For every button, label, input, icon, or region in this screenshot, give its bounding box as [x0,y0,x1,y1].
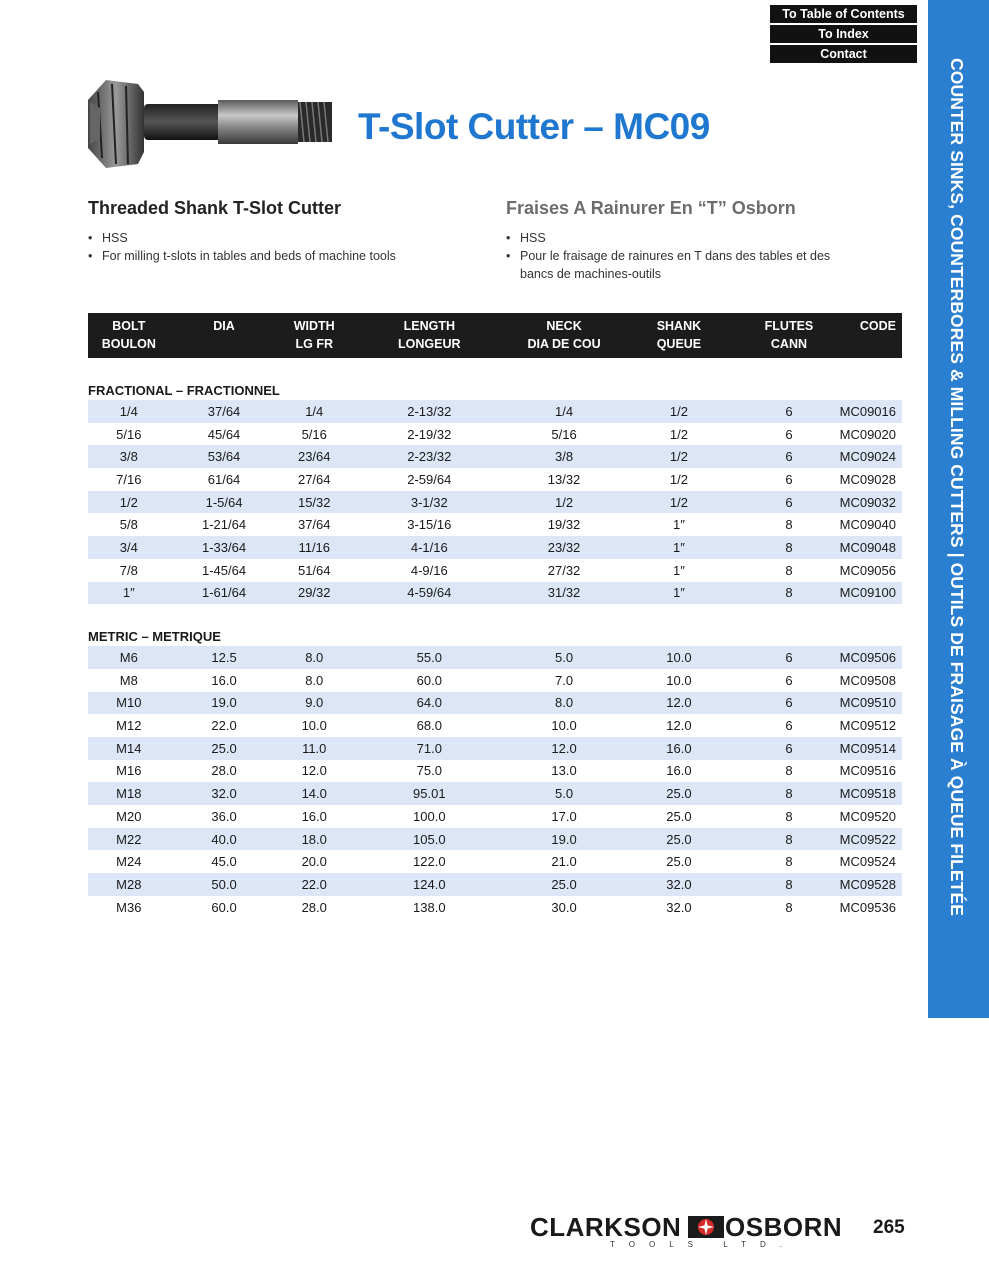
table-cell: 25.0 [619,828,738,851]
table-row [88,714,902,737]
header-code: CODE [840,313,902,335]
header-width: WIDTH [278,313,350,335]
table-cell: 22.0 [211,718,237,734]
table-row [88,468,902,491]
table-cell: MC09516 [839,763,896,779]
table-cell: 5.0 [509,646,620,669]
table-cell: MC09028 [839,471,896,487]
table-cell: 12.0 [666,718,692,734]
contact-link[interactable]: Contact [770,45,917,63]
table-cell: 25.0 [666,854,692,870]
page-number: 265 [873,1217,905,1238]
table-cell: 10.0 [551,718,577,734]
table-cell: 11/16 [278,536,350,559]
table-row [88,805,902,828]
side-section-title: COUNTER SINKS, COUNTERBORES & MILLING CUTTERS | OUTILS DE FRAISAGE À QUEUE FILETÉE [947,58,967,916]
table-cell: 8 [785,854,793,870]
table-cell: 7/16 [116,471,142,487]
table-cell: 2-13/32 [350,400,509,423]
table-cell: 25.0 [666,808,692,824]
table-cell: 10.0 [666,672,692,688]
header-flutes: FLUTES [738,313,839,335]
logo-osborn: OSBORN [725,1212,843,1242]
table-cell: 5.0 [509,782,620,805]
table-cell: 3/8 [509,445,620,468]
table-cell: 12.0 [509,737,620,760]
table-cell: 5/16 [301,426,327,442]
table-cell: 50.0 [170,873,279,896]
table-cell: 37/64 [297,517,331,533]
table-cell: 16.0 [301,808,327,824]
table-cell: 6 [738,646,839,669]
english-bullet: • HSS [88,229,488,247]
table-cell: MC09522 [840,828,902,851]
table-cell: 8 [738,536,839,559]
french-bullet: • HSS [506,229,851,247]
table-cell: 105.0 [350,828,509,851]
table-cell: 16.0 [666,763,692,779]
table-cell: 51/64 [297,562,331,578]
table-cell: M14 [88,737,170,760]
table-cell: 27/64 [297,471,331,487]
header-blank [840,335,902,358]
table-cell: 1/2 [669,471,688,487]
table-cell: 32.0 [170,782,279,805]
table-cell: M24 [116,854,142,870]
clarkson-osborn-logo [530,1212,850,1252]
table-cell: 6 [785,672,793,688]
table-cell: 1″ [619,536,738,559]
header-dia-de-cou: DIA DE COU [509,335,620,358]
metric-section-label: METRIC – METRIQUE [88,629,221,645]
table-cell: 13/32 [547,471,581,487]
table-cell: 37/64 [170,400,279,423]
table-row [88,536,902,559]
table-cell: 6 [738,491,839,514]
french-bullet: • Pour le fraisage de rainures en T dans des tables et des bancs de machines-outils [506,247,851,283]
spacer-row [88,358,902,372]
table-cell: M10 [88,692,170,715]
table-cell: 138.0 [413,899,446,915]
table-cell: 64.0 [350,692,509,715]
table-cell: 60.0 [211,899,237,915]
table-cell: 61/64 [207,471,241,487]
table-row [88,692,902,715]
table-cell: 6 [785,426,793,442]
header-row-fr [88,335,902,358]
table-cell: 19.0 [170,692,279,715]
table-cell: 1/2 [619,400,738,423]
french-description [506,198,906,283]
table-cell: 4-1/16 [350,536,509,559]
table-cell: 12.0 [301,763,327,779]
table-cell: M6 [88,646,170,669]
spacer-row [88,604,902,618]
table-cell: MC09536 [839,899,896,915]
header-blank [170,335,279,358]
table-cell: 1-21/64 [201,517,247,533]
spec-table-body [88,358,902,918]
table-cell: M28 [88,873,170,896]
english-heading: Threaded Shank T-Slot Cutter [88,198,342,218]
table-cell: 2-19/32 [407,426,452,442]
table-cell: MC09528 [840,873,902,896]
table-cell: M8 [119,672,138,688]
table-cell: 1-61/64 [170,582,279,605]
header-shank: SHANK [619,313,738,335]
table-cell: 16.0 [211,672,237,688]
table-cell: 45/64 [207,426,241,442]
t-slot-cutter-image [78,78,340,170]
table-cell: 23/32 [509,536,620,559]
table-row [88,582,902,605]
table-cell: 1″ [88,582,170,605]
table-cell: 36.0 [211,808,237,824]
table-cell: 4-9/16 [410,562,448,578]
table-cell: 1/2 [619,445,738,468]
table-of-contents-link[interactable]: To Table of Contents [770,5,917,23]
spec-table [88,313,902,918]
table-cell: 16.0 [619,737,738,760]
table-cell: 19.0 [509,828,620,851]
table-cell: MC09100 [840,582,902,605]
table-cell: 13.0 [551,763,577,779]
table-cell: 1/4 [278,400,350,423]
table-cell: 1-45/64 [201,562,247,578]
table-cell: 27/32 [547,562,581,578]
header-longeur: LONGEUR [350,335,509,358]
table-cell: 15/32 [278,491,350,514]
table-cell: 68.0 [416,718,442,734]
table-cell: 31/32 [509,582,620,605]
table-cell: 12.0 [619,692,738,715]
table-cell: 32.0 [666,899,692,915]
table-cell: 3/8 [88,445,170,468]
table-row [88,850,902,873]
table-row [88,445,902,468]
table-cell: 32.0 [619,873,738,896]
table-row [88,400,902,423]
table-cell: 55.0 [350,646,509,669]
table-cell: 1/2 [669,426,688,442]
table-cell: 53/64 [170,445,279,468]
table-row [88,828,902,851]
table-cell: 1-33/64 [170,536,279,559]
table-cell: 8 [785,517,793,533]
table-cell: 5/16 [116,426,142,442]
french-heading: Fraises A Rainurer En “T” Osborn [506,198,796,218]
table-cell: 8 [785,562,793,578]
section-row [88,372,902,400]
nav-links [770,5,917,65]
header-neck: NECK [509,313,620,335]
header-boulon: BOULON [88,335,170,358]
table-cell: 8 [738,782,839,805]
index-link[interactable]: To Index [770,25,917,43]
table-cell: 21.0 [551,854,577,870]
table-row [88,491,902,514]
table-cell: 6 [785,471,793,487]
table-cell: MC09032 [840,491,902,514]
table-cell: 5/8 [119,517,138,533]
table-cell: 8.0 [509,692,620,715]
table-cell: 122.0 [413,854,446,870]
table-cell: 71.0 [350,737,509,760]
table-row [88,896,902,919]
table-row [88,760,902,783]
table-cell: 100.0 [413,808,446,824]
table-cell: 1″ [619,582,738,605]
table-cell: 1″ [672,517,685,533]
table-row [88,646,902,669]
table-cell: 25.0 [619,782,738,805]
table-cell: 124.0 [350,873,509,896]
table-cell: MC09024 [840,445,902,468]
table-cell: MC09514 [840,737,902,760]
table-cell: 6 [738,737,839,760]
table-cell: 8 [738,582,839,605]
table-cell: 28.0 [211,763,237,779]
table-cell: M16 [116,763,142,779]
table-cell: 20.0 [301,854,327,870]
table-cell: MC09518 [840,782,902,805]
header-row-en [88,313,902,335]
table-cell: 22.0 [278,873,350,896]
table-cell: 7.0 [554,672,574,688]
header-bolt: BOLT [88,313,170,335]
english-bullet: • For milling t-slots in tables and beds of machine tools [88,247,488,265]
table-cell: 6 [785,718,793,734]
table-cell: 19/32 [547,517,581,533]
table-cell: 25.0 [509,873,620,896]
table-cell: 28.0 [301,899,327,915]
fractional-section-label: FRACTIONAL – FRACTIONNEL [88,383,280,398]
table-cell: 10.0 [301,718,327,734]
table-row [88,669,902,692]
table-cell: 29/32 [278,582,350,605]
french-bullets [506,229,851,283]
table-cell: MC09048 [840,536,902,559]
table-cell: 7/8 [119,562,138,578]
table-cell: 8 [785,763,793,779]
page-title: T-Slot Cutter – MC09 [358,106,710,147]
table-cell: 18.0 [278,828,350,851]
table-cell: 95.01 [350,782,509,805]
table-cell: 2-59/64 [407,471,452,487]
table-cell: 12.5 [170,646,279,669]
table-cell: 40.0 [170,828,279,851]
table-cell: 6 [738,692,839,715]
table-cell: 1″ [672,562,685,578]
table-cell: 11.0 [278,737,350,760]
table-cell: 6 [738,445,839,468]
header-cann: CANN [738,335,839,358]
table-cell: 9.0 [278,692,350,715]
table-cell: MC09524 [839,854,896,870]
table-row [88,737,902,760]
table-cell: 1/2 [619,491,738,514]
table-cell: 2-23/32 [350,445,509,468]
table-cell: MC09040 [839,517,896,533]
table-row [88,782,902,805]
table-cell: 17.0 [551,808,577,824]
table-row [88,873,902,896]
table-cell: M36 [116,899,142,915]
table-cell: M22 [88,828,170,851]
section-row [88,618,902,646]
header-dia: DIA [170,313,279,335]
table-row [88,423,902,446]
english-description [88,198,488,265]
table-cell: 75.0 [416,763,442,779]
table-cell: M12 [116,718,142,734]
table-cell: 60.0 [416,672,442,688]
table-cell: 10.0 [619,646,738,669]
table-cell: 3-1/32 [350,491,509,514]
table-cell: MC09506 [840,646,902,669]
table-cell: 1/4 [509,400,620,423]
table-cell: MC09056 [839,562,896,578]
table-cell: MC09510 [840,692,902,715]
logo-subtitle: TOOLS LTD. [610,1240,796,1249]
english-bullets [88,229,488,265]
table-cell: 8 [785,808,793,824]
table-cell: 14.0 [278,782,350,805]
table-cell: 8 [738,828,839,851]
table-cell: 23/64 [278,445,350,468]
table-cell: 1/2 [509,491,620,514]
table-cell: MC09020 [839,426,896,442]
table-cell: 30.0 [551,899,577,915]
table-cell: 3-15/16 [407,517,452,533]
table-cell: MC09512 [839,718,896,734]
table-cell: M18 [88,782,170,805]
table-cell: 45.0 [211,854,237,870]
table-cell: 5/16 [551,426,577,442]
table-cell: 1-5/64 [170,491,279,514]
table-cell: 25.0 [170,737,279,760]
table-cell: 6 [738,400,839,423]
header-lg-fr: LG FR [278,335,350,358]
table-cell: 4-59/64 [350,582,509,605]
table-cell: 3/4 [88,536,170,559]
table-cell: 8 [738,873,839,896]
logo-clarkson: CLARKSON [530,1212,682,1242]
table-cell: MC09520 [839,808,896,824]
table-cell: 1/2 [88,491,170,514]
table-cell: M20 [116,808,142,824]
header-length: LENGTH [350,313,509,335]
table-row [88,559,902,582]
table-cell: MC09016 [840,400,902,423]
table-cell: 8.0 [278,646,350,669]
table-cell: 8 [785,899,793,915]
header-queue: QUEUE [619,335,738,358]
logo-emblem-icon [688,1216,724,1238]
table-cell: 8.0 [305,672,324,688]
table-cell: 1/4 [88,400,170,423]
table-row [88,513,902,536]
table-cell: MC09508 [839,672,896,688]
